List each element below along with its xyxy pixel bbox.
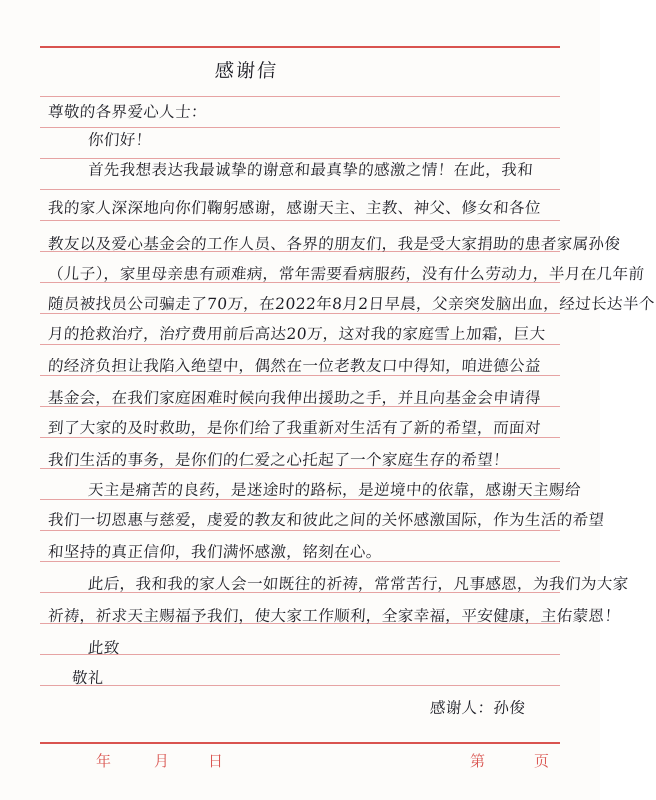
body-line: 天主是痛苦的良药，是迷途时的路标，是逆境中的依靠，感谢天主赐给: [87, 481, 582, 499]
body-line: （儿子），家里母亲患有顽难病，常年需要看病服药，没有什么劳动力，半月在几年前: [47, 265, 646, 283]
ruled-line: [40, 344, 560, 345]
ruled-line: [40, 189, 560, 190]
body-line: 随员被找员公司骗走了70万，在2022年8月2日早晨，父亲突发脑出血，经过长达半个: [47, 295, 656, 313]
body-line: 我们生活的事务，是你们的仁爱之心托起了一个家庭生存的希望！: [47, 451, 510, 469]
body-line: 教友以及爱心基金会的工作人员、各界的朋友们，我是受大家捐助的患者家属孙俊: [47, 235, 621, 253]
body-line: 此后，我和我的家人会一如既往的祈祷，常常苦行，凡事感恩，为我们为大家: [87, 575, 630, 593]
footer-day-label: 日: [208, 752, 224, 770]
body-line: 月的抢救治疗，治疗费用前后高达20万，这对我的家庭雪上加霜，巨大: [47, 325, 547, 343]
signature: 感谢人：孙俊: [429, 699, 526, 717]
top-border-line: [40, 46, 560, 48]
ruled-line: [40, 96, 560, 97]
letter-greeting: 尊敬的各界爱心人士：: [47, 103, 208, 121]
body-line: 到了大家的及时救助，是你们给了我重新对生活有了新的希望，而面对: [47, 419, 542, 437]
footer-page-suffix: 页: [534, 752, 550, 770]
footer-page-prefix: 第: [470, 752, 486, 770]
body-line: 我们一切恩惠与慈爱，虔爱的教友和彼此之间的关怀感激国际，作为生活的希望: [47, 511, 606, 529]
body-line: 和坚持的真正信仰，我们满怀感激，铭刻在心。: [47, 543, 383, 561]
body-line: 祈祷，祈求天主赐福予我们，使大家工作顺利，全家幸福，平安健康，主佑蒙恩！: [47, 607, 621, 625]
body-line: 首先我想表达我最诚挚的谢意和最真挚的感激之情！在此，我和: [87, 161, 534, 179]
closing-line-1: 此致: [87, 639, 121, 657]
letter-title: 感谢信: [214, 60, 279, 82]
bottom-border-line: [40, 742, 560, 744]
body-line: 我的家人深深地向你们鞠躬感谢，感谢天主、主教、神父、修女和各位: [47, 199, 542, 217]
ruled-line: [40, 220, 560, 221]
footer-month-label: 月: [154, 752, 170, 770]
letter-salutation: 你们好！: [87, 131, 153, 149]
closing-line-2: 敬礼: [71, 669, 105, 687]
footer-year-label: 年: [96, 752, 112, 770]
ruled-line: [40, 530, 560, 531]
body-line: 的经济负担让我陷入绝望中，偶然在一位老教友口中得知，咱进德公益: [47, 357, 542, 375]
body-line: 基金会，在我们家庭困难时候向我伸出援助之手，并且向基金会申请得: [47, 389, 542, 407]
